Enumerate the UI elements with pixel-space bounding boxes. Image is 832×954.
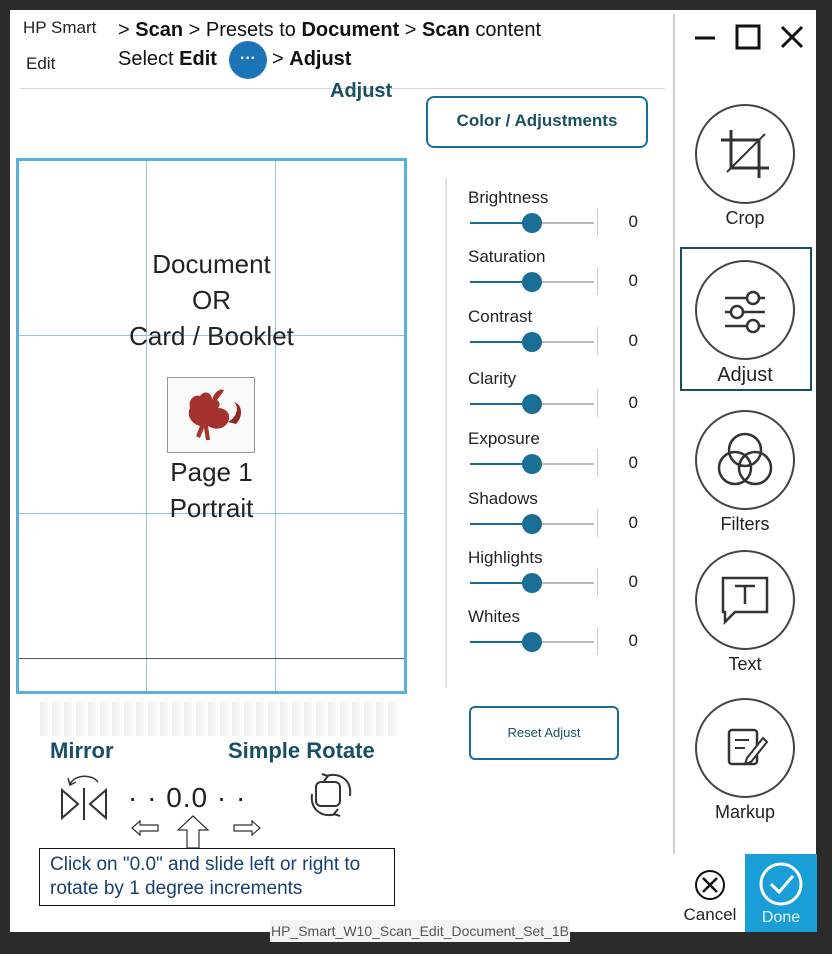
slider-thumb[interactable] bbox=[522, 454, 542, 474]
tool-label: Filters bbox=[720, 514, 770, 534]
slider-whites bbox=[468, 607, 638, 667]
slider-value[interactable]: 0 bbox=[597, 449, 638, 477]
done-label: Done bbox=[761, 909, 801, 926]
markup-icon bbox=[695, 698, 795, 798]
slider-label: Shadows bbox=[468, 489, 538, 508]
check-icon bbox=[757, 860, 805, 908]
slider-value[interactable]: 0 bbox=[597, 208, 638, 236]
tool-label: Crop bbox=[725, 208, 765, 228]
slider-highlights bbox=[468, 548, 638, 608]
breadcrumb-instruction bbox=[118, 48, 217, 71]
close-icon[interactable] bbox=[777, 22, 807, 52]
slider-clarity bbox=[468, 369, 638, 429]
crop-icon bbox=[695, 104, 795, 204]
slider-shadows bbox=[468, 489, 638, 549]
sliders-icon bbox=[695, 260, 795, 360]
preview-strip bbox=[40, 702, 400, 736]
slider-value[interactable]: 0 bbox=[597, 327, 638, 355]
slider-label: Brightness bbox=[468, 188, 549, 207]
slider-exposure bbox=[468, 429, 638, 489]
minimize-icon[interactable] bbox=[690, 22, 720, 52]
instruction-text: > bbox=[272, 48, 290, 70]
help-line: Click on "0.0" and slide left or right to bbox=[50, 854, 361, 875]
color-adjustments-button[interactable]: Color / Adjustments bbox=[426, 96, 648, 148]
rooster-image bbox=[167, 377, 255, 453]
footer-caption: HP_Smart_W10_Scan_Edit_Document_Set_1B bbox=[270, 920, 570, 942]
rotation-value[interactable]: · · 0.0 · · bbox=[128, 782, 247, 813]
document-preview[interactable] bbox=[16, 158, 407, 694]
doc-line: OR bbox=[192, 285, 231, 315]
page-edge bbox=[19, 658, 404, 659]
maximize-icon[interactable] bbox=[733, 22, 763, 52]
tool-filters[interactable] bbox=[680, 410, 810, 535]
mirror-label: Mirror bbox=[50, 738, 114, 763]
doc-orientation-label: Portrait bbox=[169, 493, 254, 523]
instruction-adjust: Adjust bbox=[289, 48, 352, 70]
slider-brightness bbox=[468, 188, 638, 248]
doc-page-label: Page 1 bbox=[170, 457, 253, 487]
app-window bbox=[10, 10, 816, 939]
breadcrumb-part: Scan bbox=[422, 19, 470, 41]
slider-label: Highlights bbox=[468, 548, 543, 567]
tool-label: Markup bbox=[714, 802, 776, 822]
doc-line: Card / Booklet bbox=[129, 321, 294, 351]
tool-label: Text bbox=[728, 654, 762, 674]
slider-thumb[interactable] bbox=[522, 632, 542, 652]
mirror-icon[interactable] bbox=[56, 770, 112, 824]
slider-value[interactable]: 0 bbox=[597, 627, 638, 655]
simple-rotate-label: Simple Rotate bbox=[228, 738, 375, 763]
slider-label: Clarity bbox=[468, 369, 517, 388]
breadcrumb bbox=[118, 19, 541, 42]
toolbar-divider bbox=[673, 14, 675, 854]
slider-label: Exposure bbox=[468, 429, 540, 448]
adjust-heading: Adjust bbox=[330, 80, 393, 102]
instruction-edit: Edit bbox=[179, 48, 217, 70]
instruction-text: Select bbox=[118, 48, 180, 70]
slider-label: Whites bbox=[468, 607, 520, 626]
tool-crop[interactable] bbox=[680, 104, 810, 229]
cancel-label: Cancel bbox=[683, 905, 737, 924]
cancel-button[interactable] bbox=[682, 868, 738, 925]
app-edit-label: Edit bbox=[26, 54, 56, 73]
help-line: rotate by 1 degree increments bbox=[50, 878, 303, 899]
slider-saturation bbox=[468, 247, 638, 307]
filters-icon bbox=[695, 410, 795, 510]
breadcrumb-part: > bbox=[399, 19, 423, 41]
slider-value[interactable]: 0 bbox=[597, 389, 638, 417]
app-title: HP Smart bbox=[23, 18, 97, 37]
arrow-left-icon bbox=[130, 818, 160, 838]
slider-value[interactable]: 0 bbox=[597, 509, 638, 537]
arrow-right-icon bbox=[232, 818, 262, 838]
arrow-up-icon bbox=[176, 814, 210, 850]
tool-label: Adjust bbox=[717, 364, 773, 386]
breadcrumb-part: Scan bbox=[135, 19, 184, 41]
more-options-button[interactable]: ··· bbox=[229, 41, 267, 79]
slider-thumb[interactable] bbox=[522, 213, 542, 233]
slider-value[interactable]: 0 bbox=[597, 568, 638, 596]
breadcrumb-part: > bbox=[118, 19, 136, 41]
rotate-icon[interactable] bbox=[306, 768, 356, 822]
rotation-help-note bbox=[39, 848, 395, 906]
cancel-icon bbox=[693, 868, 727, 902]
tool-text[interactable] bbox=[680, 550, 810, 675]
grid-line bbox=[275, 161, 276, 691]
grid-line bbox=[146, 161, 147, 691]
tool-adjust[interactable] bbox=[680, 260, 810, 387]
reset-adjust-button[interactable]: Reset Adjust bbox=[469, 706, 619, 760]
doc-line: Document bbox=[152, 249, 271, 279]
slider-value[interactable]: 0 bbox=[597, 267, 638, 295]
slider-thumb[interactable] bbox=[522, 272, 542, 292]
slider-label: Saturation bbox=[468, 247, 546, 266]
slider-label: Contrast bbox=[468, 307, 533, 326]
slider-contrast bbox=[468, 307, 638, 367]
breadcrumb-instruction-end bbox=[272, 48, 351, 71]
done-button[interactable] bbox=[745, 854, 817, 932]
text-icon bbox=[695, 550, 795, 650]
slider-thumb[interactable] bbox=[522, 394, 542, 414]
breadcrumb-part: > Presets to bbox=[183, 19, 302, 41]
slider-thumb[interactable] bbox=[522, 573, 542, 593]
breadcrumb-part: Document bbox=[301, 19, 400, 41]
slider-thumb[interactable] bbox=[522, 332, 542, 352]
slider-thumb[interactable] bbox=[522, 514, 542, 534]
breadcrumb-part: content bbox=[469, 19, 542, 41]
tool-markup[interactable] bbox=[680, 698, 810, 823]
panel-divider bbox=[445, 178, 447, 688]
